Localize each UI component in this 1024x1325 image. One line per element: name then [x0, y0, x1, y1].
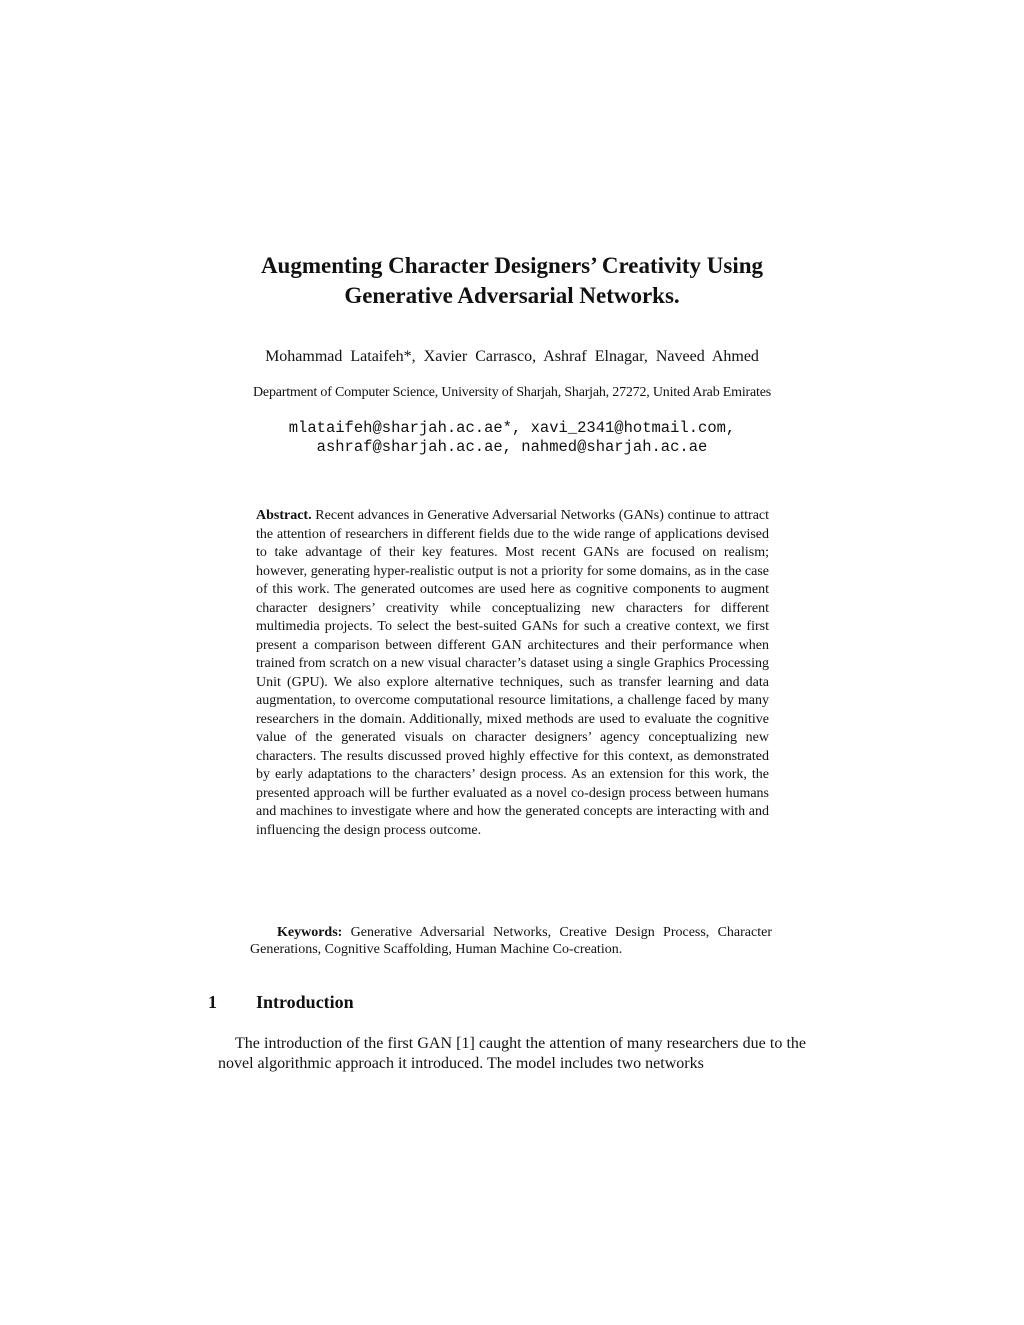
abstract-label: Abstract.: [256, 508, 312, 523]
section-heading-introduction: [208, 990, 354, 1014]
paper-title-line-1: Augmenting Character Designers’ Creativity Using: [260, 253, 764, 278]
abstract-text: Recent advances in Generative Adversarial Networks (GANs) continue to attract the attention of researchers in different fields due to the wide range of applications devised to take advantage of their key features. Most recent GANs are focused on realism; however, generating hyper-realistic output is not a priority for some domains, as in the case of this work. The generated outcomes are used here as cognitive components to augment character designers’ creativity while conceptualizing new characters for different multimedia projects. To select the best-suited GANs for such a creative context, we first present a comparison between different GAN architectures and their performance when trained from scratch on a new visual character’s dataset using a single Graphics Processing Unit (GPU). We also explore alternative techniques, such as transfer learning and data augmentation, to overcome computational resource limitations, a challenge faced by many researchers in the domain. Additionally, mixed methods are used to evaluate the cognitive value of the generated visuals on character designers’ agency conceptualizing new characters. The results discussed proved highly effective for this context, as demonstrated by early adaptations to the characters’ design process. As an extension for this work, the presented approach will be further evaluated as a novel co-design process between humans and machines to investigate where and how the generated concepts are interacting with and influencing the design process outcome.: [256, 508, 770, 838]
keywords-text: Generative Adversarial Networks, Creative Design Process, Character Generations, Cognitive Scaffolding, Human Machine Co-creation.: [250, 925, 773, 957]
email-line-1: mlataifeh@sharjah.ac.ae*, xavi_2341@hotmail.com,: [288, 419, 736, 437]
section-title: Introduction: [256, 992, 354, 1012]
email-line-2: ashraf@sharjah.ac.ae, nahmed@sharjah.ac.ae: [316, 438, 708, 456]
introduction-paragraph: The introduction of the first GAN [1] caught the attention of many researchers due to the novel algorithmic approach it introduced. The model includes two networks: [218, 1035, 806, 1072]
paper-title-line-2: Generative Adversarial Networks.: [344, 283, 680, 308]
section-number: 1: [208, 992, 217, 1012]
keywords: [250, 924, 772, 958]
abstract: [256, 507, 769, 840]
affiliation: Department of Computer Science, University of Sharjah, Sharjah, 27272, United Arab Emirates: [253, 385, 771, 400]
keywords-label: Keywords:: [277, 925, 343, 940]
author-list: Mohammad Lataifeh*, Xavier Carrasco, Ashraf Elnagar, Naveed Ahmed: [265, 348, 759, 365]
